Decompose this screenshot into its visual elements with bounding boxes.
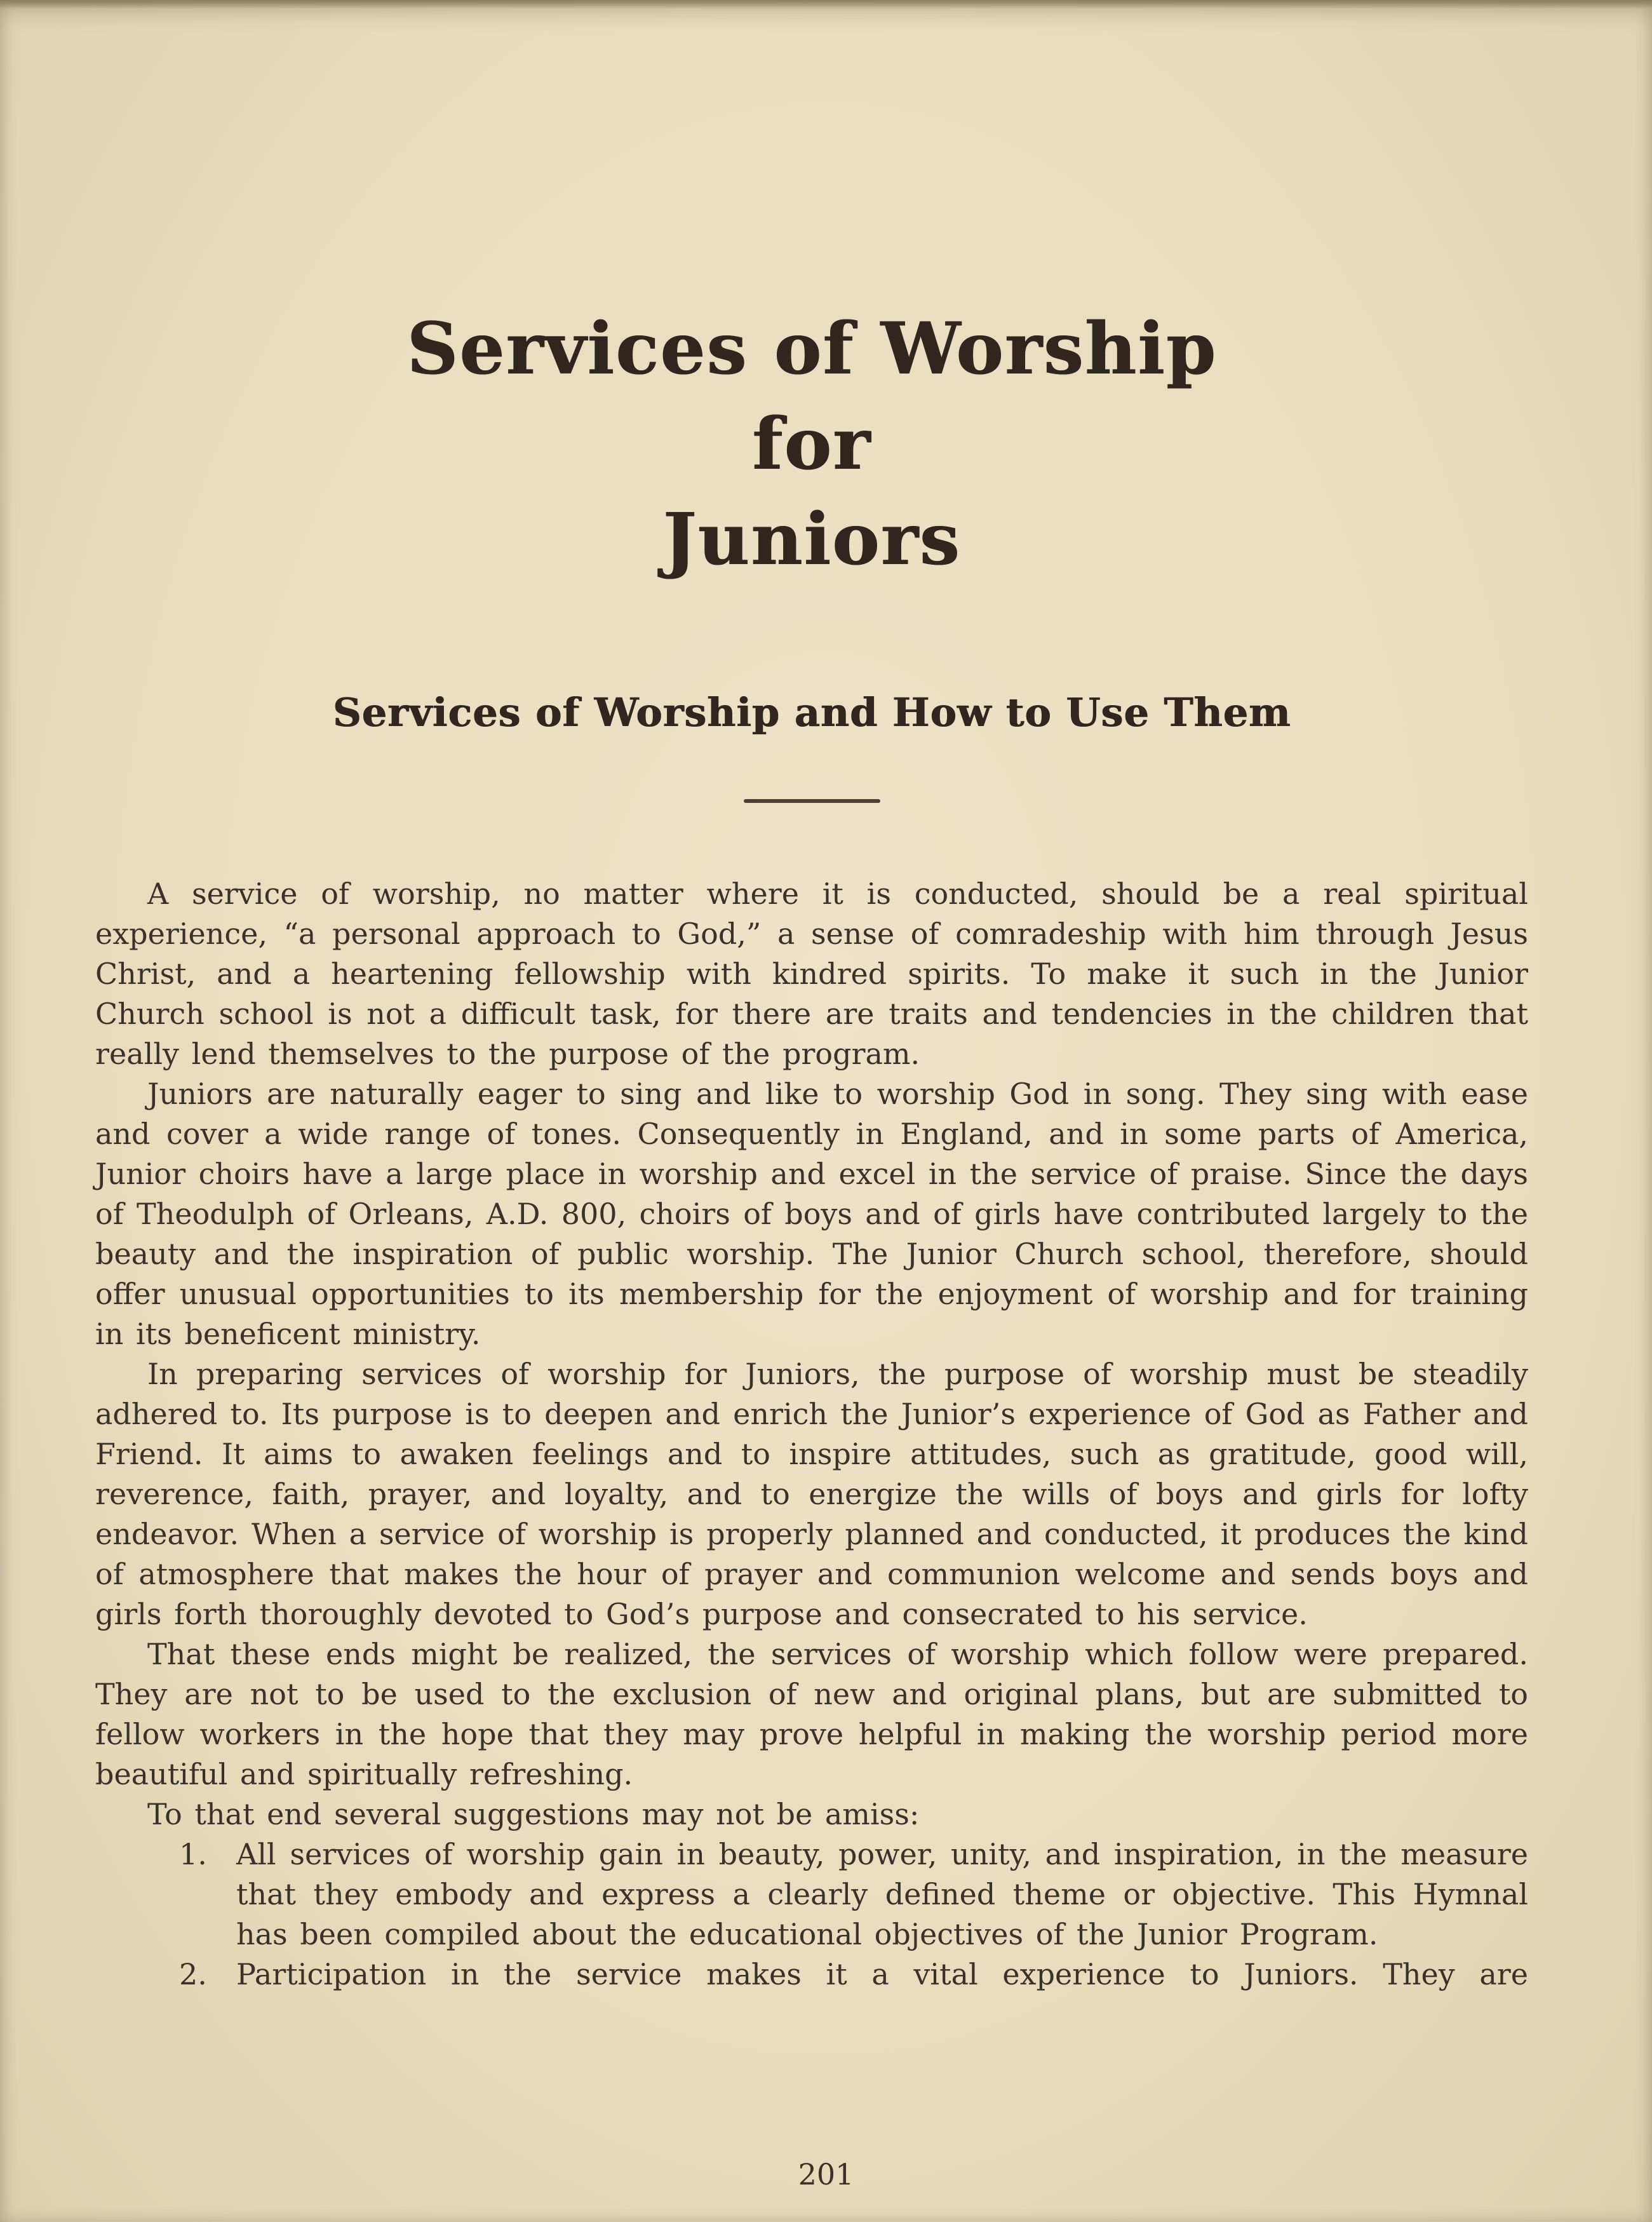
list-item-1 (95, 1835, 1528, 1955)
paragraph-1: A service of worship, no matter where it is conducted, should be a real spiritual experience, “a personal approach to God,” a sense of comradeship with him through Jesus Christ, and a heartening fellowship with kindred spirits. To make it such in the Junior Church school is not a difficult task, for there are traits and tendencies in the children that really lend themselves to the purpose of the program. (95, 877, 1528, 1071)
page-title (95, 302, 1528, 588)
title-line-1: Services of Worship (406, 307, 1217, 391)
list-text-1: All services of worship gain in beauty, power, unity, and inspiration, in the measure that they embody and express a clearly defined theme or objective. This Hymnal has been compiled about the educational objectives of the Junior Program. (236, 1837, 1528, 1951)
paragraph-5: To that end several suggestions may not be amiss: (147, 1797, 920, 1831)
list-number-2: 2. (179, 1957, 207, 1991)
list-item-2 (95, 1955, 1528, 1995)
list-number-1: 1. (179, 1837, 207, 1871)
title-line-2: for (752, 403, 871, 486)
scan-edge-shadow (0, 0, 1652, 9)
page-number: 201 (798, 2157, 854, 2192)
section-heading: Services of Worship and How to Use Them (332, 689, 1291, 736)
paragraph-2: Juniors are naturally eager to sing and like to worship God in song. They sing with ease and cover a wide range of tones. Consequently in England, and in some parts of America, Junior choirs have a large place in worship and excel in the service of praise. Since the days of Theodulph of Orleans, A.D. 800, choirs of boys and of girls have contributed largely to the beauty and the inspiration of public worship. The Junior Church school, therefore, should offer unusual opportunities to its membership for the enjoyment of worship and for training in its beneficent ministry. (95, 1077, 1528, 1351)
title-line-3: Juniors (662, 498, 961, 581)
divider (744, 799, 880, 803)
body-text (95, 874, 1528, 1995)
paragraph-4: That these ends might be realized, the services of worship which follow were prepared. They are not to be used to the exclusion of new and original plans, but are submitted to fellow workers in the hope that they may prove helpful in making the worship period more beautiful and spiritually refreshing. (95, 1637, 1528, 1791)
list-text-2: Participation in the service makes it a vital experience to Juniors. They are (236, 1957, 1528, 1991)
paragraph-3: In preparing services of worship for Juniors, the purpose of worship must be steadily adhered to. Its purpose is to deepen and enrich the Junior’s experience of God as Father and Friend. It aims to awaken feelings and to inspire attitudes, such as gratitude, good will, reverence, faith, prayer, and loyalty, and to energize the wills of boys and girls for lofty endeavor. When a service of worship is properly planned and conducted, it produces the kind of atmosphere that makes the hour of prayer and communion welcome and sends boys and girls forth thoroughly devoted to God’s purpose and consecrated to his service. (95, 1357, 1528, 1631)
